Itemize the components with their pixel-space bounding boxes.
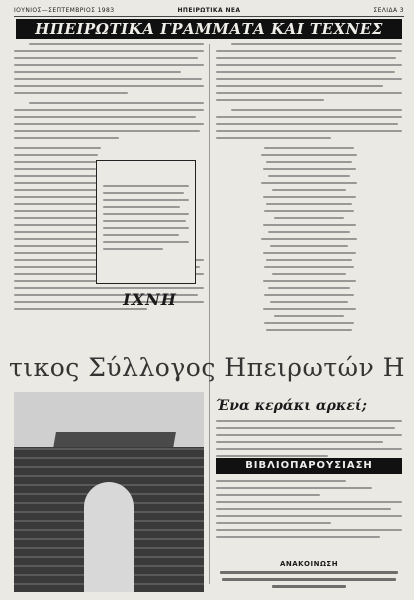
page-number: ΣΕΛΙΔΑ 3 — [373, 7, 404, 14]
ichni-section — [96, 286, 204, 315]
kerak-article — [216, 420, 402, 462]
right-article — [216, 43, 402, 336]
church-photo — [14, 392, 204, 592]
ichni-title: ΙΧΝΗ — [123, 290, 177, 309]
inset-box — [96, 160, 196, 284]
kerak-title: Ένα κεράκι αρκεί; — [216, 398, 367, 414]
announcement-title: ΑΝΑΚΟΙΝΩΣΗ — [279, 560, 339, 568]
page-header — [14, 6, 404, 17]
inset-title — [97, 165, 195, 180]
biblio-article — [216, 480, 402, 543]
biblio-title: ΒΙΒΛΙΟΠΑΡΟΥΣΙΑΣΗ — [216, 458, 402, 474]
issue-date: ΙΟΥΝΙΟΣ—ΣΕΠΤΕΜΒΡΙΟΣ 1983 — [14, 7, 115, 14]
newspaper-name: ΗΠΕΙΡΩΤΙΚΑ ΝΕΑ — [177, 7, 241, 14]
section-banner: ΗΠΕΙΡΩΤΙΚΑ ΓΡΑΜΜΑΤΑ ΚΑΙ ΤΕΧΝΕΣ — [16, 19, 402, 39]
watermark-text: τικος Σύλλογος Ηπειρωτών Η — [8, 353, 406, 382]
column-divider — [209, 44, 210, 584]
announcement — [216, 560, 402, 592]
